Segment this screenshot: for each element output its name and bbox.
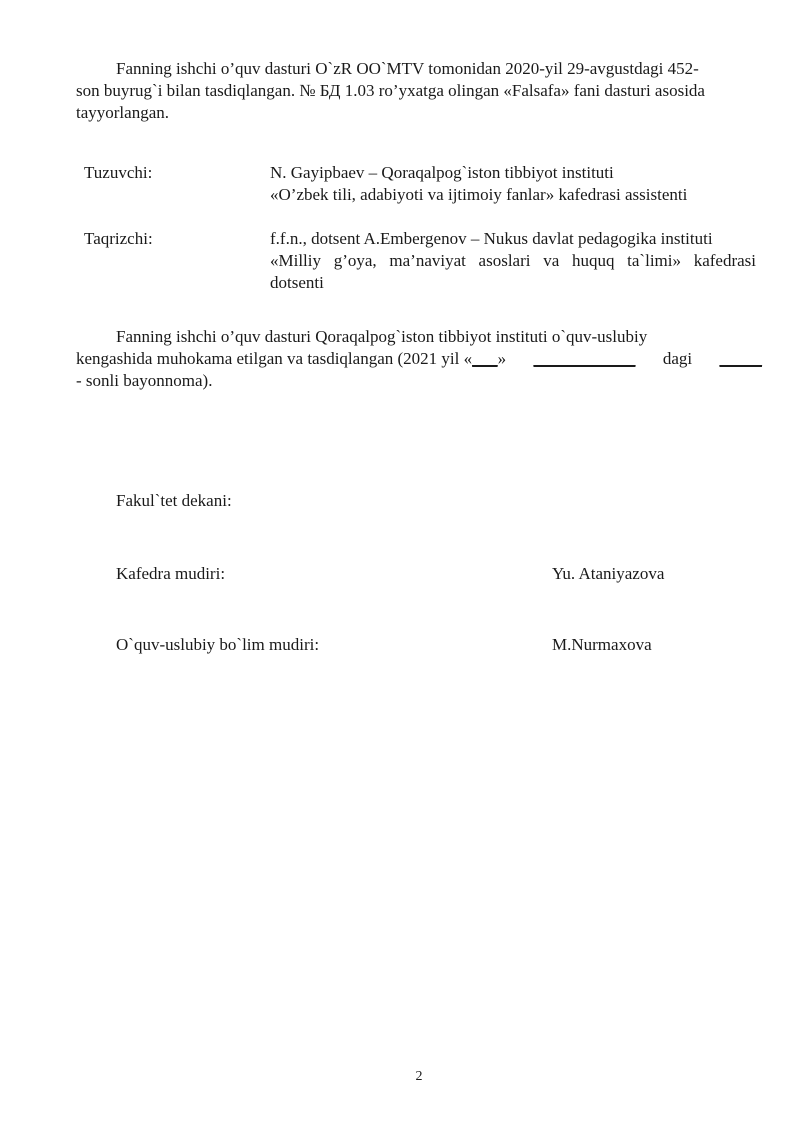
reviewer-line-2: «Milliy g’oya, ma’naviyat asoslari va huquq ta`limi» kafedrasi <box>270 251 756 270</box>
compiler-section <box>0 162 800 208</box>
method-label: O`quv-uslubiy bo`lim mudiri: <box>116 635 320 654</box>
reviewer-line-1: f.f.n., dotsent A.Embergenov – Nukus davlat pedagogika instituti <box>270 229 713 248</box>
page-number: 2 <box>415 1069 423 1084</box>
quote-close: » <box>497 349 507 368</box>
approval-paragraph <box>76 326 762 392</box>
compiler-details <box>270 162 756 206</box>
intro-paragraph <box>76 58 762 124</box>
reviewer-line-3: dotsenti <box>270 273 324 292</box>
approval-line-2-text <box>76 348 506 370</box>
approval-line-3: - sonli bayonnoma). <box>76 371 213 390</box>
intro-line-3: tayyorlangan. <box>76 103 169 122</box>
blank-month: ____________ <box>533 349 636 368</box>
dagi-word: dagi <box>662 349 693 368</box>
blank-number: _____ <box>719 349 762 368</box>
method-name: M.Nurmaxova <box>552 635 652 654</box>
reviewer-label: Taqrizchi: <box>84 229 153 248</box>
compiler-line-1: N. Gayipbaev – Qoraqalpog`iston tibbiyot instituti <box>270 163 614 182</box>
intro-line-2: son buyrug`i bilan tasdiqlangan. № БД 1.03 ro’yxatga olingan «Falsafa» fani dasturi asosida <box>76 81 705 100</box>
intro-line-1: Fanning ishchi o’quv dasturi O`zR OO`MTV tomonidan 2020-yil 29-avgustdagi 452- <box>116 59 699 78</box>
approval-line-2 <box>76 348 762 370</box>
reviewer-section <box>0 228 800 296</box>
compiler-line-2: «O’zbek tili, adabiyoti va ijtimoiy fanlar» kafedrasi assistenti <box>270 185 688 204</box>
approval-prefix: kengashida muhokama etilgan va tasdiqlangan (2021 yil « <box>76 349 473 368</box>
compiler-label: Tuzuvchi: <box>84 163 153 182</box>
head-name: Yu. Ataniyazova <box>552 564 665 583</box>
dean-label: Fakul`tet dekani: <box>116 491 232 510</box>
approval-line-1: Fanning ishchi o’quv dasturi Qoraqalpog`iston tibbiyot instituti o`quv-uslubiy <box>116 327 648 346</box>
blank-day: ___ <box>472 349 498 368</box>
head-label: Kafedra mudiri: <box>116 564 226 583</box>
reviewer-details <box>270 228 756 294</box>
